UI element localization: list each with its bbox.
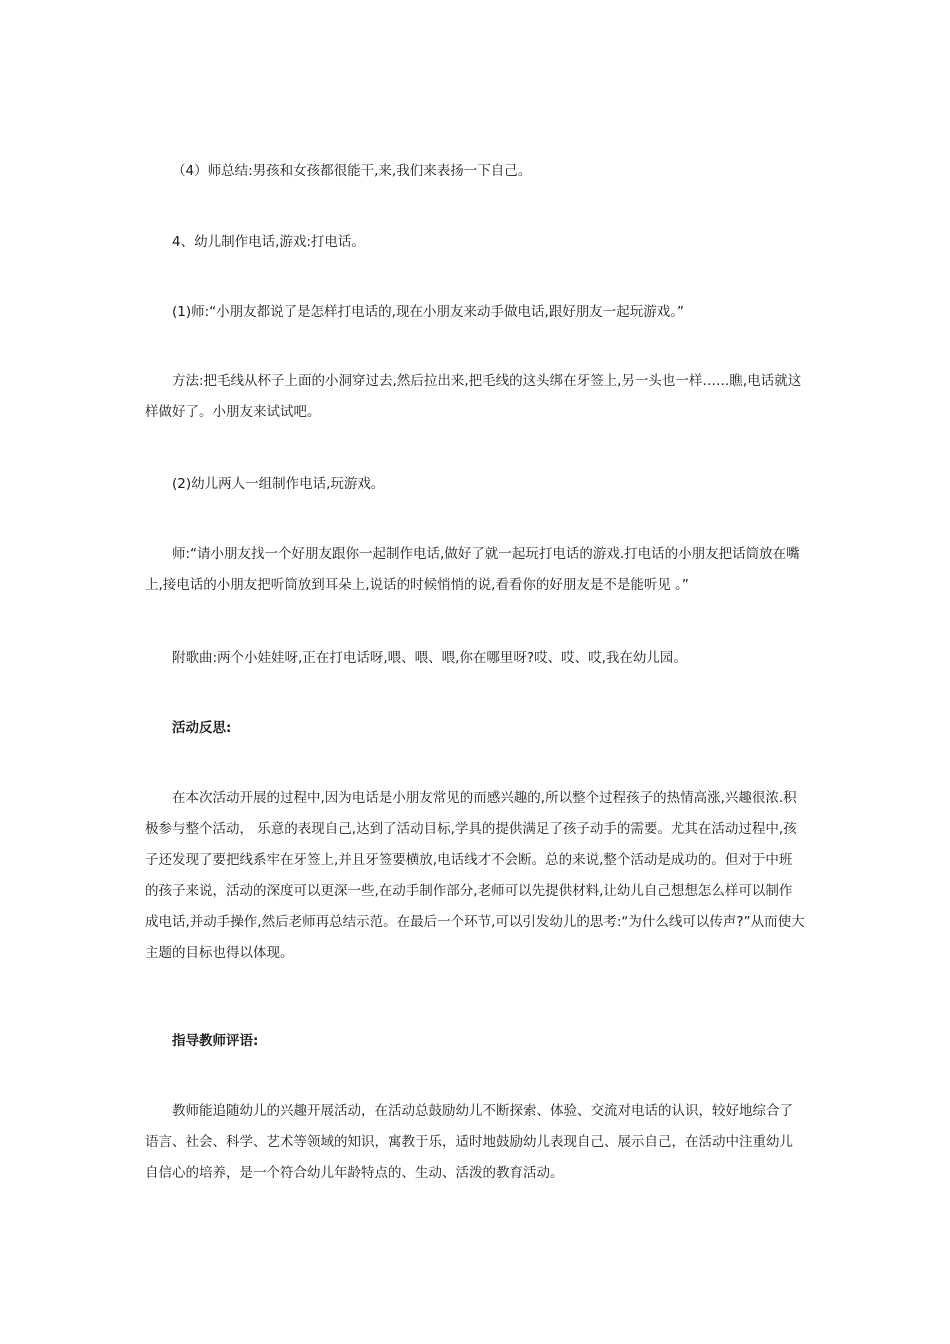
heading-teacher-comment: 指导教师评语:	[172, 1033, 259, 1049]
paragraph-reflection: 在本次活动开展的过程中,因为电话是小朋友常见的而感兴趣的,所以整个过程孩子的热情高涨,兴趣很浓.积极参与整个活动， 乐意的表现自己,达到了活动目标,学具的提供满足了孩子动手的需要。尤其在活动过程中,孩子还发现了要把线系牢在牙签上,并且牙签要横放,电话线才不会断。总的来说,整个活动是成功的。但对于中班的孩子来说，活动的深度可以更深一些,在动手制作部分,老师可以先提供材料,让幼儿自己想想怎么样可以制作成电话,并动手操作,然后老师再总结示范。在最后一个环节,可以引发幼儿的思考:“为什么线可以传声?”从而使大主题的目标也得以体现。	[145, 790, 805, 961]
paragraph-teacher-game-rules: 师:“请小朋友找一个好朋友跟你一起制作电话,做好了就一起玩打电话的游戏.打电话的小朋友把话筒放在嘴上,接电话的小朋友把听筒放到耳朵上,说话的时候悄悄的说,看看你的好朋友是不是能听见 。”	[145, 546, 800, 593]
paragraph-teacher-comment: 教师能追随幼儿的兴趣开展活动，在活动总鼓励幼儿不断探索、体验、交流对电话的认识，较好地综合了语言、社会、科学、艺术等领域的知识，寓教于乐，适时地鼓励幼儿表现自己、展示自己，在活动中注重幼儿自信心的培养，是一个符合幼儿年龄特点的、生动、活泼的教育活动。	[145, 1103, 793, 1181]
paragraph-step-4: 4、幼儿制作电话,游戏:打电话。	[172, 234, 365, 250]
paragraph-instruction-2: (2)幼儿两人一组制作电话,玩游戏。	[172, 476, 385, 492]
heading-activity-reflection: 活动反思:	[172, 720, 232, 736]
paragraph-teacher-summary: （4）师总结:男孩和女孩都很能干,来,我们来表扬一下自己。	[172, 163, 532, 179]
paragraph-teacher-instruction-1: (1)师:“小朋友都说了是怎样打电话的,现在小朋友来动手做电话,跟好朋友一起玩游戏。”	[172, 304, 684, 320]
paragraph-song: 附歌曲:两个小娃娃呀,正在打电话呀,喂、喂、喂,你在哪里呀?哎、哎、哎,我在幼儿园。	[172, 650, 687, 666]
paragraph-method: 方法:把毛线从杯子上面的小洞穿过去,然后拉出来,把毛线的这头绑在牙签上,另一头也一样……瞧,电话就这样做好了。小朋友来试试吧。	[145, 373, 802, 420]
